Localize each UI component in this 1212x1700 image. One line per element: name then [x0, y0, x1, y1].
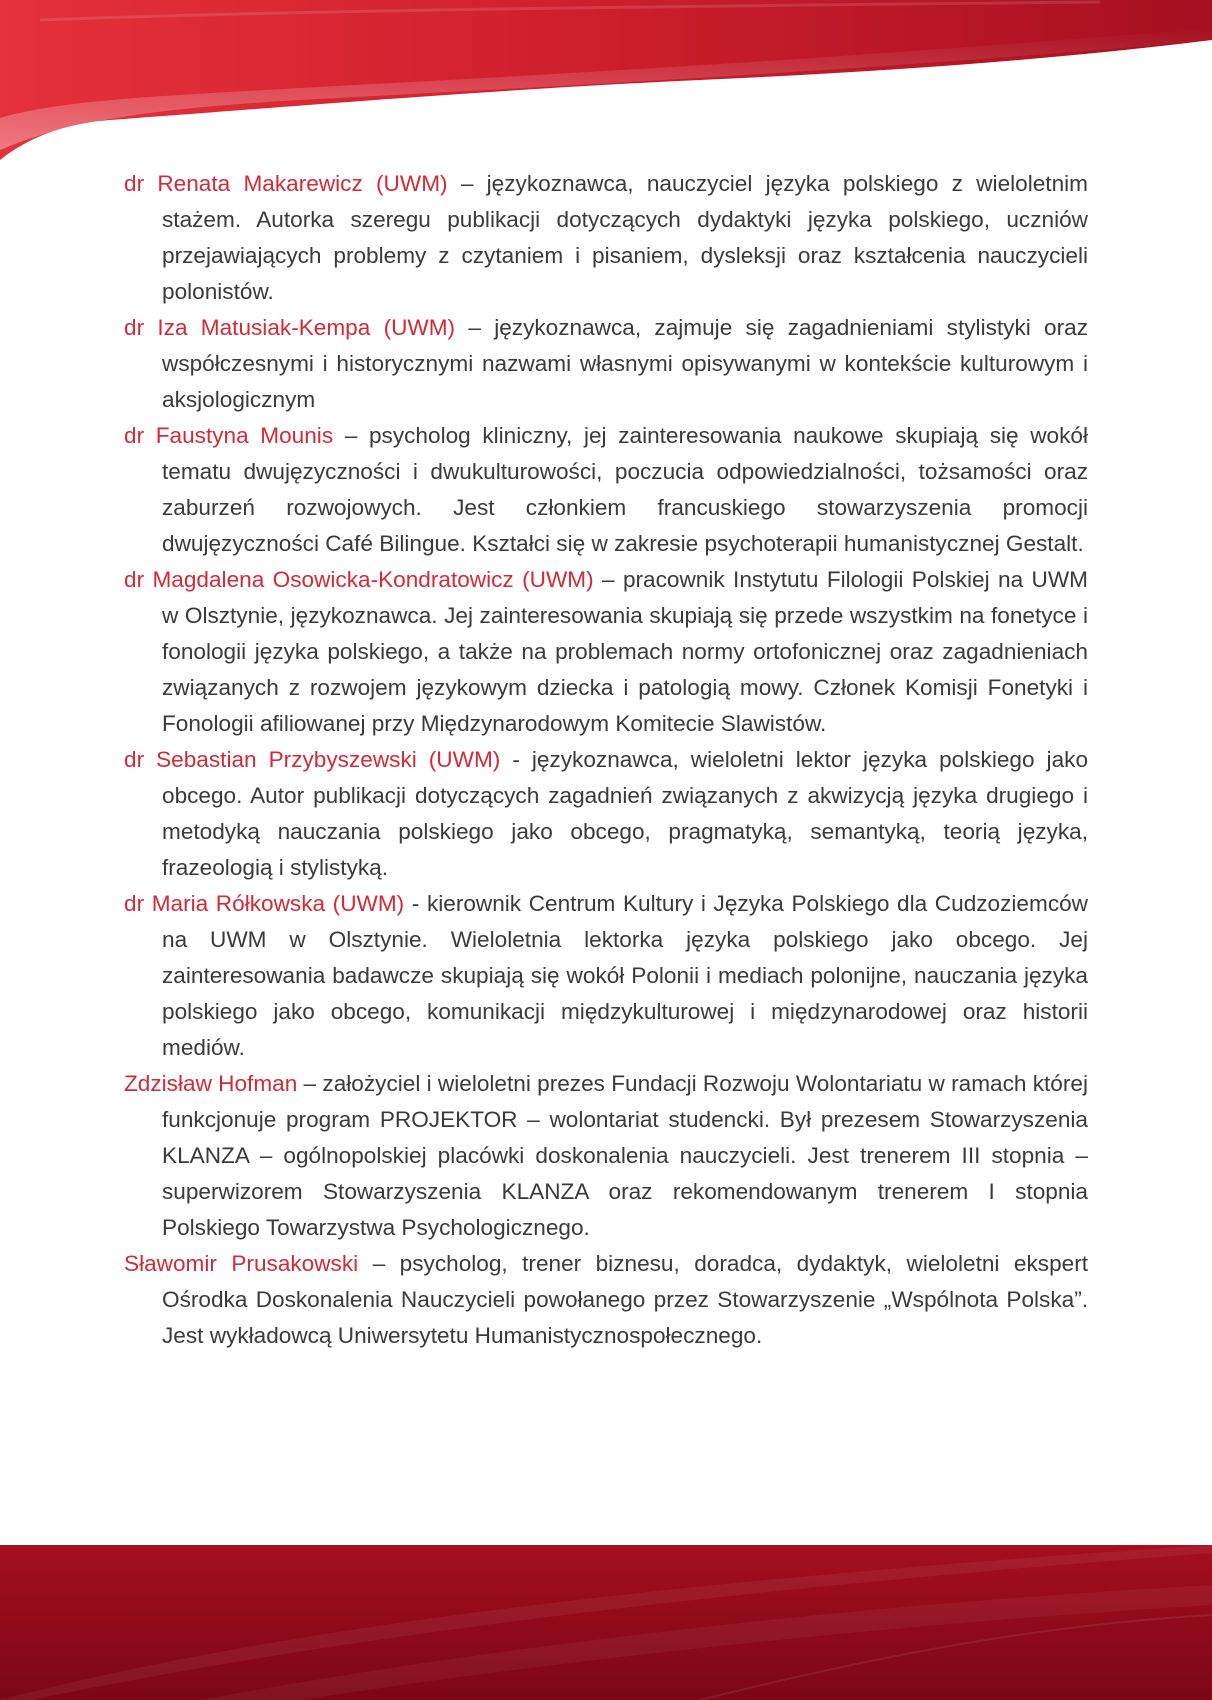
bio-text: – pracownik Instytutu Filologii Polskiej na UWM w Olsztynie, językoznawca. Jej zainteresowania skupiają się przede wszystkim na fonetyce i fonologii języka polskiego, a także na problemach normy ortofonicznej oraz zagadnieniach związanych z rozwojem językowym dziecka i patologią mowy. Członek Komisji Fonetyki i Fonologii afiliowanej przy Międzynarodowym Komitecie Slawistów. — [162, 567, 1088, 736]
bio-list — [124, 166, 1088, 1354]
bio-text: – psycholog, trener biznesu, doradca, dydaktyk, wieloletni ekspert Ośrodka Doskonalenia Nauczycieli powołanego przez Stowarzyszenie „Wspólnota Polska”. Jest wykładowcą Uniwersytetu Humanistycznospołecznego. — [162, 1251, 1088, 1348]
bio-text: – założyciel i wieloletni prezes Fundacji Rozwoju Wolontariatu w ramach której funkcjonuje program PROJEKTOR – wolontariat studencki. Był prezesem Stowarzyszenia KLANZA – ogólnopolskiej placówki doskonalenia nauczycieli. Jest trenerem III stopnia – superwizorem Stowarzyszenia KLANZA oraz rekomendowanym trenerem I stopnia Polskiego Towarzystwa Psychologicznego. — [162, 1071, 1088, 1240]
bio-text: – językoznawca, zajmuje się zagadnieniami stylistyki oraz współczesnymi i historycznymi nazwami własnymi opisywanymi w kontekście kulturowym i aksjologicznym — [162, 315, 1089, 412]
bio-entry — [124, 886, 1088, 1066]
bio-entry — [124, 1246, 1088, 1354]
bio-entry — [124, 562, 1088, 742]
bio-text: - kierownik Centrum Kultury i Języka Polskiego dla Cudzoziemców na UWM w Olsztynie. Wieloletnia lektorka języka polskiego jako obcego. Jej zainteresowania badawcze skupiają się wokół Polonii i mediach polonijne, nauczania języka polskiego jako obcego, komunikacji międzykulturowej i międzynarodowej oraz historii mediów. — [162, 891, 1088, 1060]
bio-entry — [124, 310, 1088, 418]
bio-entry — [124, 742, 1088, 886]
bio-name: dr Maria Rółkowska (UWM) — [124, 891, 405, 916]
bio-name: dr Magdalena Osowicka-Kondratowicz (UWM) — [124, 567, 594, 592]
bio-text: - językoznawca, wieloletni lektor języka polskiego jako obcego. Autor publikacji dotyczących zagadnień związanych z akwizycją języka drugiego i metodyką nauczania polskiego jako obcego, pragmatyką, semantyką, teorią języka, frazeologią i stylistyką. — [162, 747, 1089, 880]
bio-name: dr Faustyna Mounis — [124, 423, 334, 448]
bio-text: – językoznawca, nauczyciel języka polskiego z wieloletnim stażem. Autorka szeregu publikacji dotyczących dydaktyki języka polskiego, uczniów przejawiających problemy z czytaniem i pisaniem, dysleksji oraz kształcenia nauczycieli polonistów. — [162, 171, 1088, 304]
bio-name: Sławomir Prusakowski — [124, 1251, 359, 1276]
bio-text: – psycholog kliniczny, jej zainteresowania naukowe skupiają się wokół tematu dwujęzyczności i dwukulturowości, poczucia odpowiedzialności, tożsamości oraz zaburzeń rozwojowych. Jest członkiem francuskiego stowarzyszenia promocji dwujęzyczności Café Bilingue. Kształci się w zakresie psychoterapii humanistycznej Gestalt. — [162, 423, 1089, 556]
bio-entry — [124, 166, 1088, 310]
bottom-red-banner — [0, 1545, 1212, 1700]
top-red-banner — [0, 0, 1212, 175]
bio-name: Zdzisław Hofman — [124, 1071, 298, 1096]
bio-name: dr Sebastian Przybyszewski (UWM) — [124, 747, 501, 772]
bio-entry — [124, 418, 1088, 562]
bio-entry — [124, 1066, 1088, 1246]
bio-name: dr Renata Makarewicz (UWM) — [124, 171, 448, 196]
bio-name: dr Iza Matusiak-Kempa (UWM) — [124, 315, 456, 340]
